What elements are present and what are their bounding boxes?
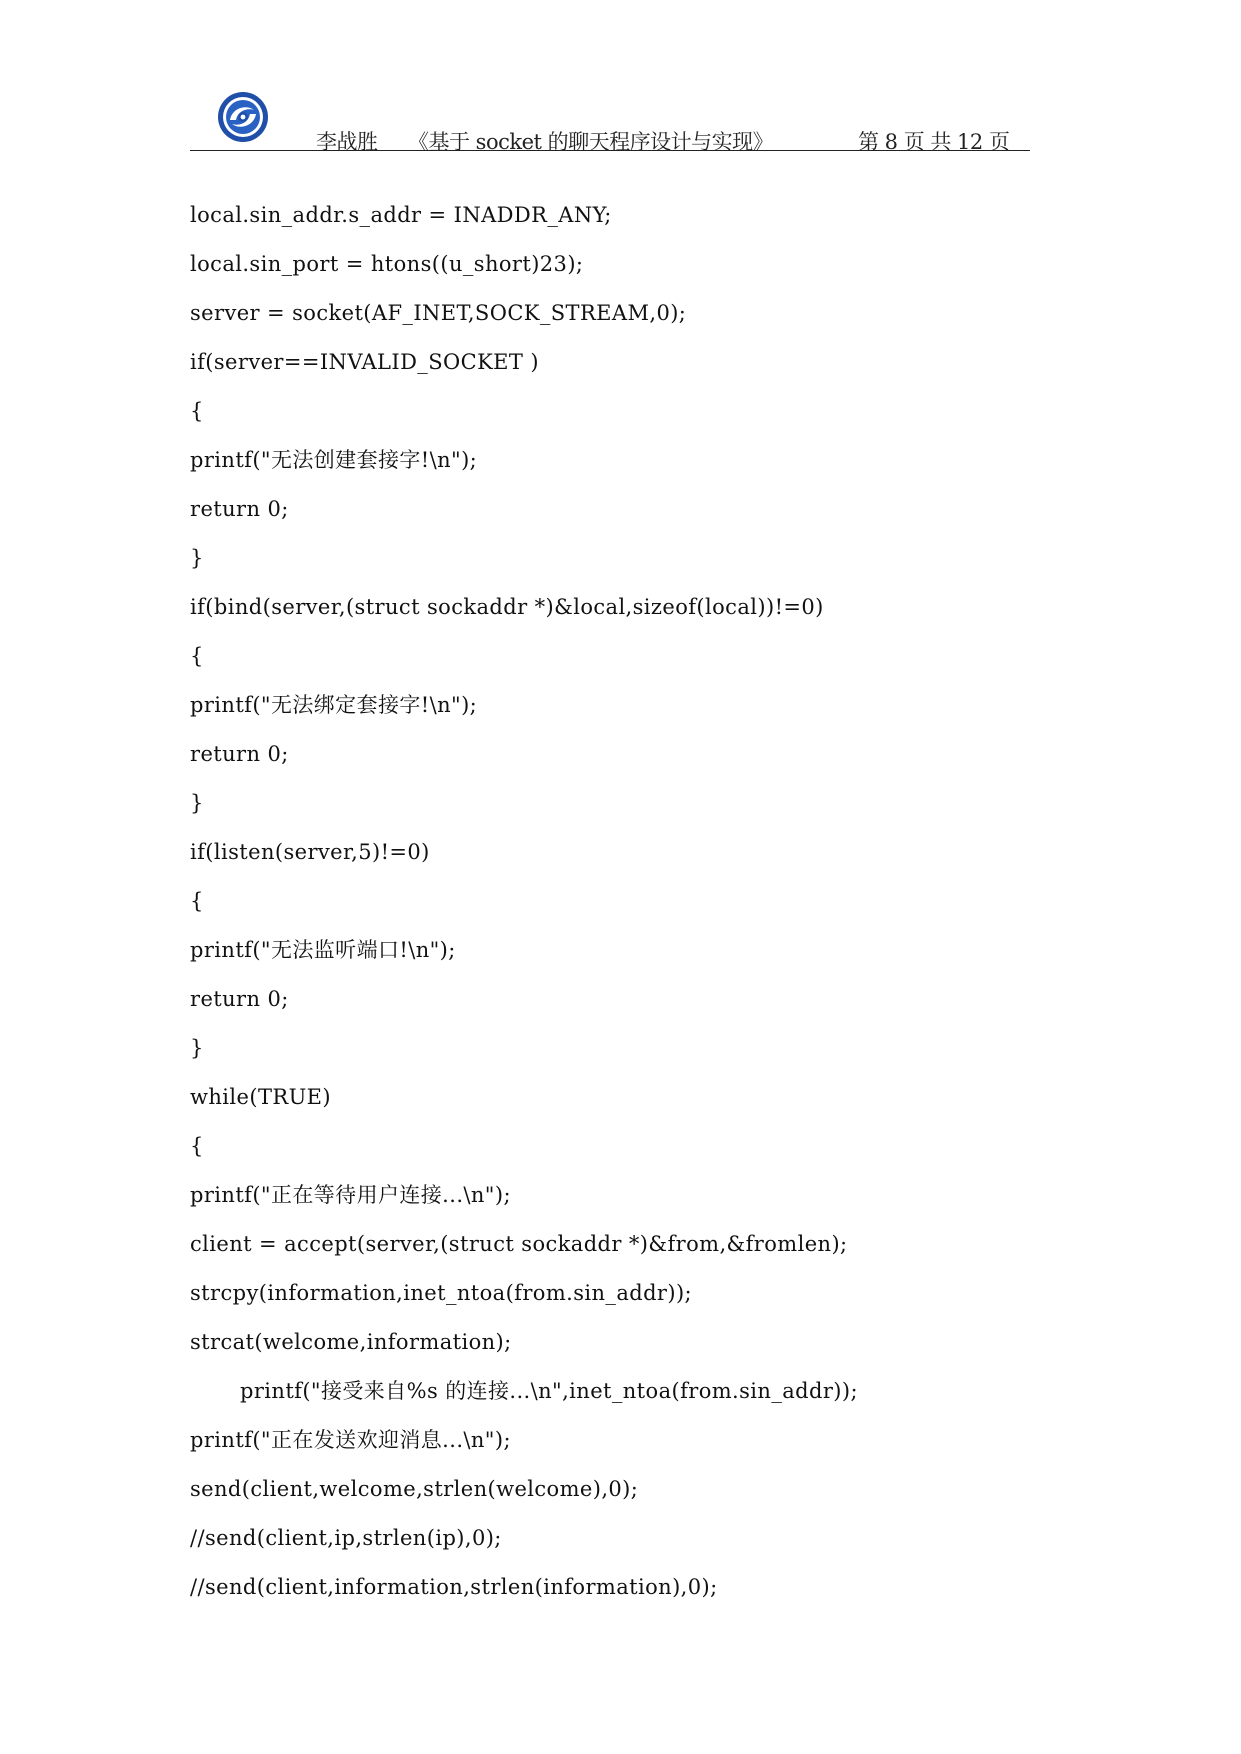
code-line: server = socket(AF_INET,SOCK_STREAM,0); xyxy=(190,301,687,325)
page-header xyxy=(190,90,1030,152)
code-line: printf("无法创建套接字!\n"); xyxy=(190,448,478,472)
code-line: if(server==INVALID_SOCKET ) xyxy=(190,350,539,374)
code-line: { xyxy=(190,889,204,913)
code-line: } xyxy=(190,791,204,815)
code-line: client = accept(server,(struct sockaddr *)&from,&fromlen); xyxy=(190,1232,848,1256)
code-line: while(TRUE) xyxy=(190,1085,331,1109)
code-line: return 0; xyxy=(190,497,289,521)
code-line: if(bind(server,(struct sockaddr *)&local,sizeof(local))!=0) xyxy=(190,595,824,619)
code-line: strcpy(information,inet_ntoa(from.sin_addr)); xyxy=(190,1281,693,1305)
code-line: { xyxy=(190,1134,204,1158)
header-document-title: 《基于 socket 的聊天程序设计与实现》 xyxy=(408,130,774,154)
code-line: send(client,welcome,strlen(welcome),0); xyxy=(190,1477,639,1501)
code-line: if(listen(server,5)!=0) xyxy=(190,840,430,864)
code-line: local.sin_port = htons((u_short)23); xyxy=(190,252,584,276)
code-line: //send(client,ip,strlen(ip),0); xyxy=(190,1526,502,1550)
header-rule xyxy=(190,150,1030,151)
code-line: strcat(welcome,information); xyxy=(190,1330,512,1354)
code-line: local.sin_addr.s_addr = INADDR_ANY; xyxy=(190,203,612,227)
university-logo-icon xyxy=(216,90,270,144)
code-line: printf("无法绑定套接字!\n"); xyxy=(190,693,478,717)
code-listing xyxy=(190,198,1090,1619)
code-line: return 0; xyxy=(190,987,289,1011)
header-author: 李战胜 xyxy=(316,130,378,154)
code-line: printf("接受来自%s 的连接...\n",inet_ntoa(from.sin_addr)); xyxy=(240,1379,858,1403)
header-page-info: 第 8 页 共 12 页 xyxy=(858,130,1010,154)
code-line: { xyxy=(190,644,204,668)
code-line: } xyxy=(190,546,204,570)
code-line: } xyxy=(190,1036,204,1060)
code-line: printf("无法监听端口!\n"); xyxy=(190,938,456,962)
code-line: return 0; xyxy=(190,742,289,766)
code-line: //send(client,information,strlen(information),0); xyxy=(190,1575,718,1599)
code-line: printf("正在等待用户连接...\n"); xyxy=(190,1183,511,1207)
code-line: printf("正在发送欢迎消息...\n"); xyxy=(190,1428,511,1452)
code-line: { xyxy=(190,399,204,423)
